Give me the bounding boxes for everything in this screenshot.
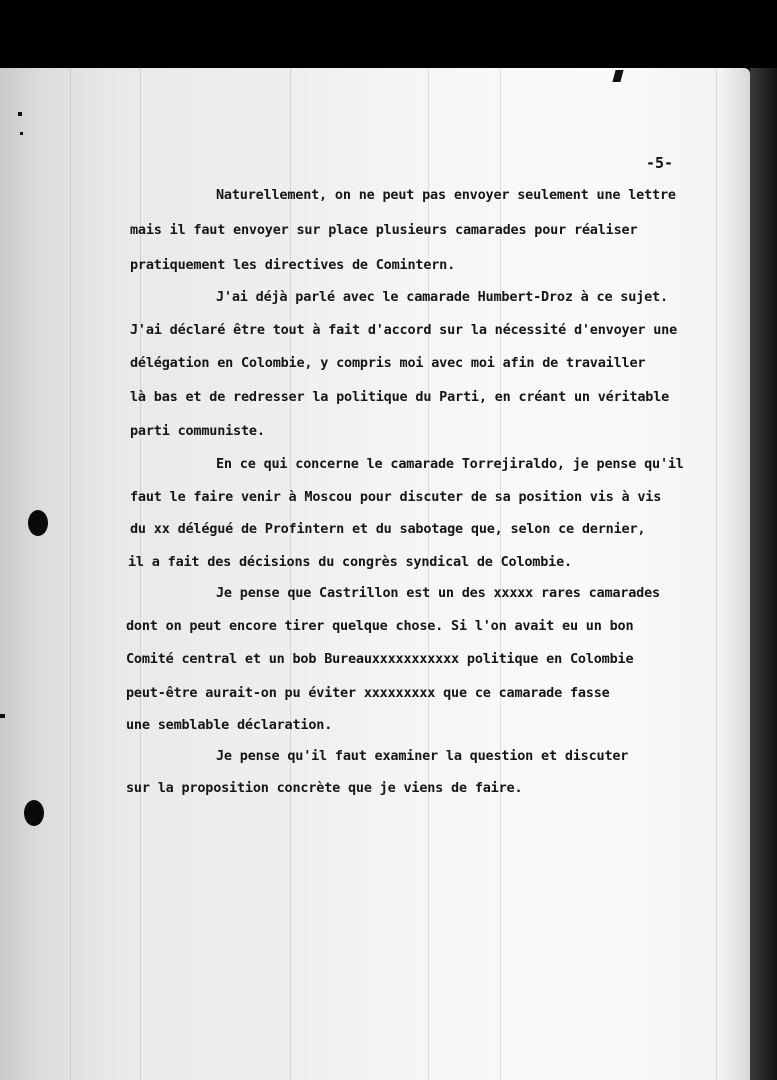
text-line: peut-être aurait-on pu éviter xxxxxxxxx que ce camarade fasse [126,685,610,701]
text-line: Je pense qu'il faut examiner la question et discuter [216,748,629,764]
punch-hole [24,800,44,826]
paper-sheet [0,68,750,1080]
scan-speck [0,714,5,718]
text-line: Naturellement, on ne peut pas envoyer seulement une lettre [216,187,676,203]
scan-streak [428,68,429,1080]
text-line: faut le faire venir à Moscou pour discuter de sa position vis à vis [130,489,662,505]
scan-streak [140,68,141,1080]
scan-edge [750,68,777,1080]
scan-streak [716,68,717,1080]
scan-streak [70,68,71,1080]
punch-hole [28,510,48,536]
text-line: pratiquement les directives de Comintern. [130,257,456,273]
text-line: Comité central et un bob Bureauxxxxxxxxxxx politique en Colombie [126,651,634,667]
scan-streak [500,68,501,1080]
text-line: En ce qui concerne le camarade Torrejiraldo, je pense qu'il [216,456,684,472]
scan-speck [20,132,23,135]
text-line: il a fait des décisions du congrès syndical de Colombie. [128,554,572,570]
scan-streak [290,68,291,1080]
text-line: Je pense que Castrillon est un des xxxxx rares camarades [216,585,660,601]
text-line: mais il faut envoyer sur place plusieurs camarades pour réaliser [130,222,638,238]
text-line: dont on peut encore tirer quelque chose. Si l'on avait eu un bon [126,618,634,634]
text-line: sur la proposition concrète que je viens de faire. [126,780,523,796]
text-line: là bas et de redresser la politique du Parti, en créant un véritable [130,389,670,405]
text-line: J'ai déjà parlé avec le camarade Humbert-Droz à ce sujet. [216,289,668,305]
scan-speck [18,112,22,116]
text-line: parti communiste. [130,423,265,439]
text-line: du xx délégué de Profintern et du sabotage que, selon ce dernier, [130,521,646,537]
text-line: J'ai déclaré être tout à fait d'accord sur la nécessité d'envoyer une [130,322,678,338]
page-number: -5- [646,154,674,172]
text-line: délégation en Colombie, y compris moi avec moi afin de travailler [130,355,646,371]
text-line: une semblable déclaration. [126,717,333,733]
